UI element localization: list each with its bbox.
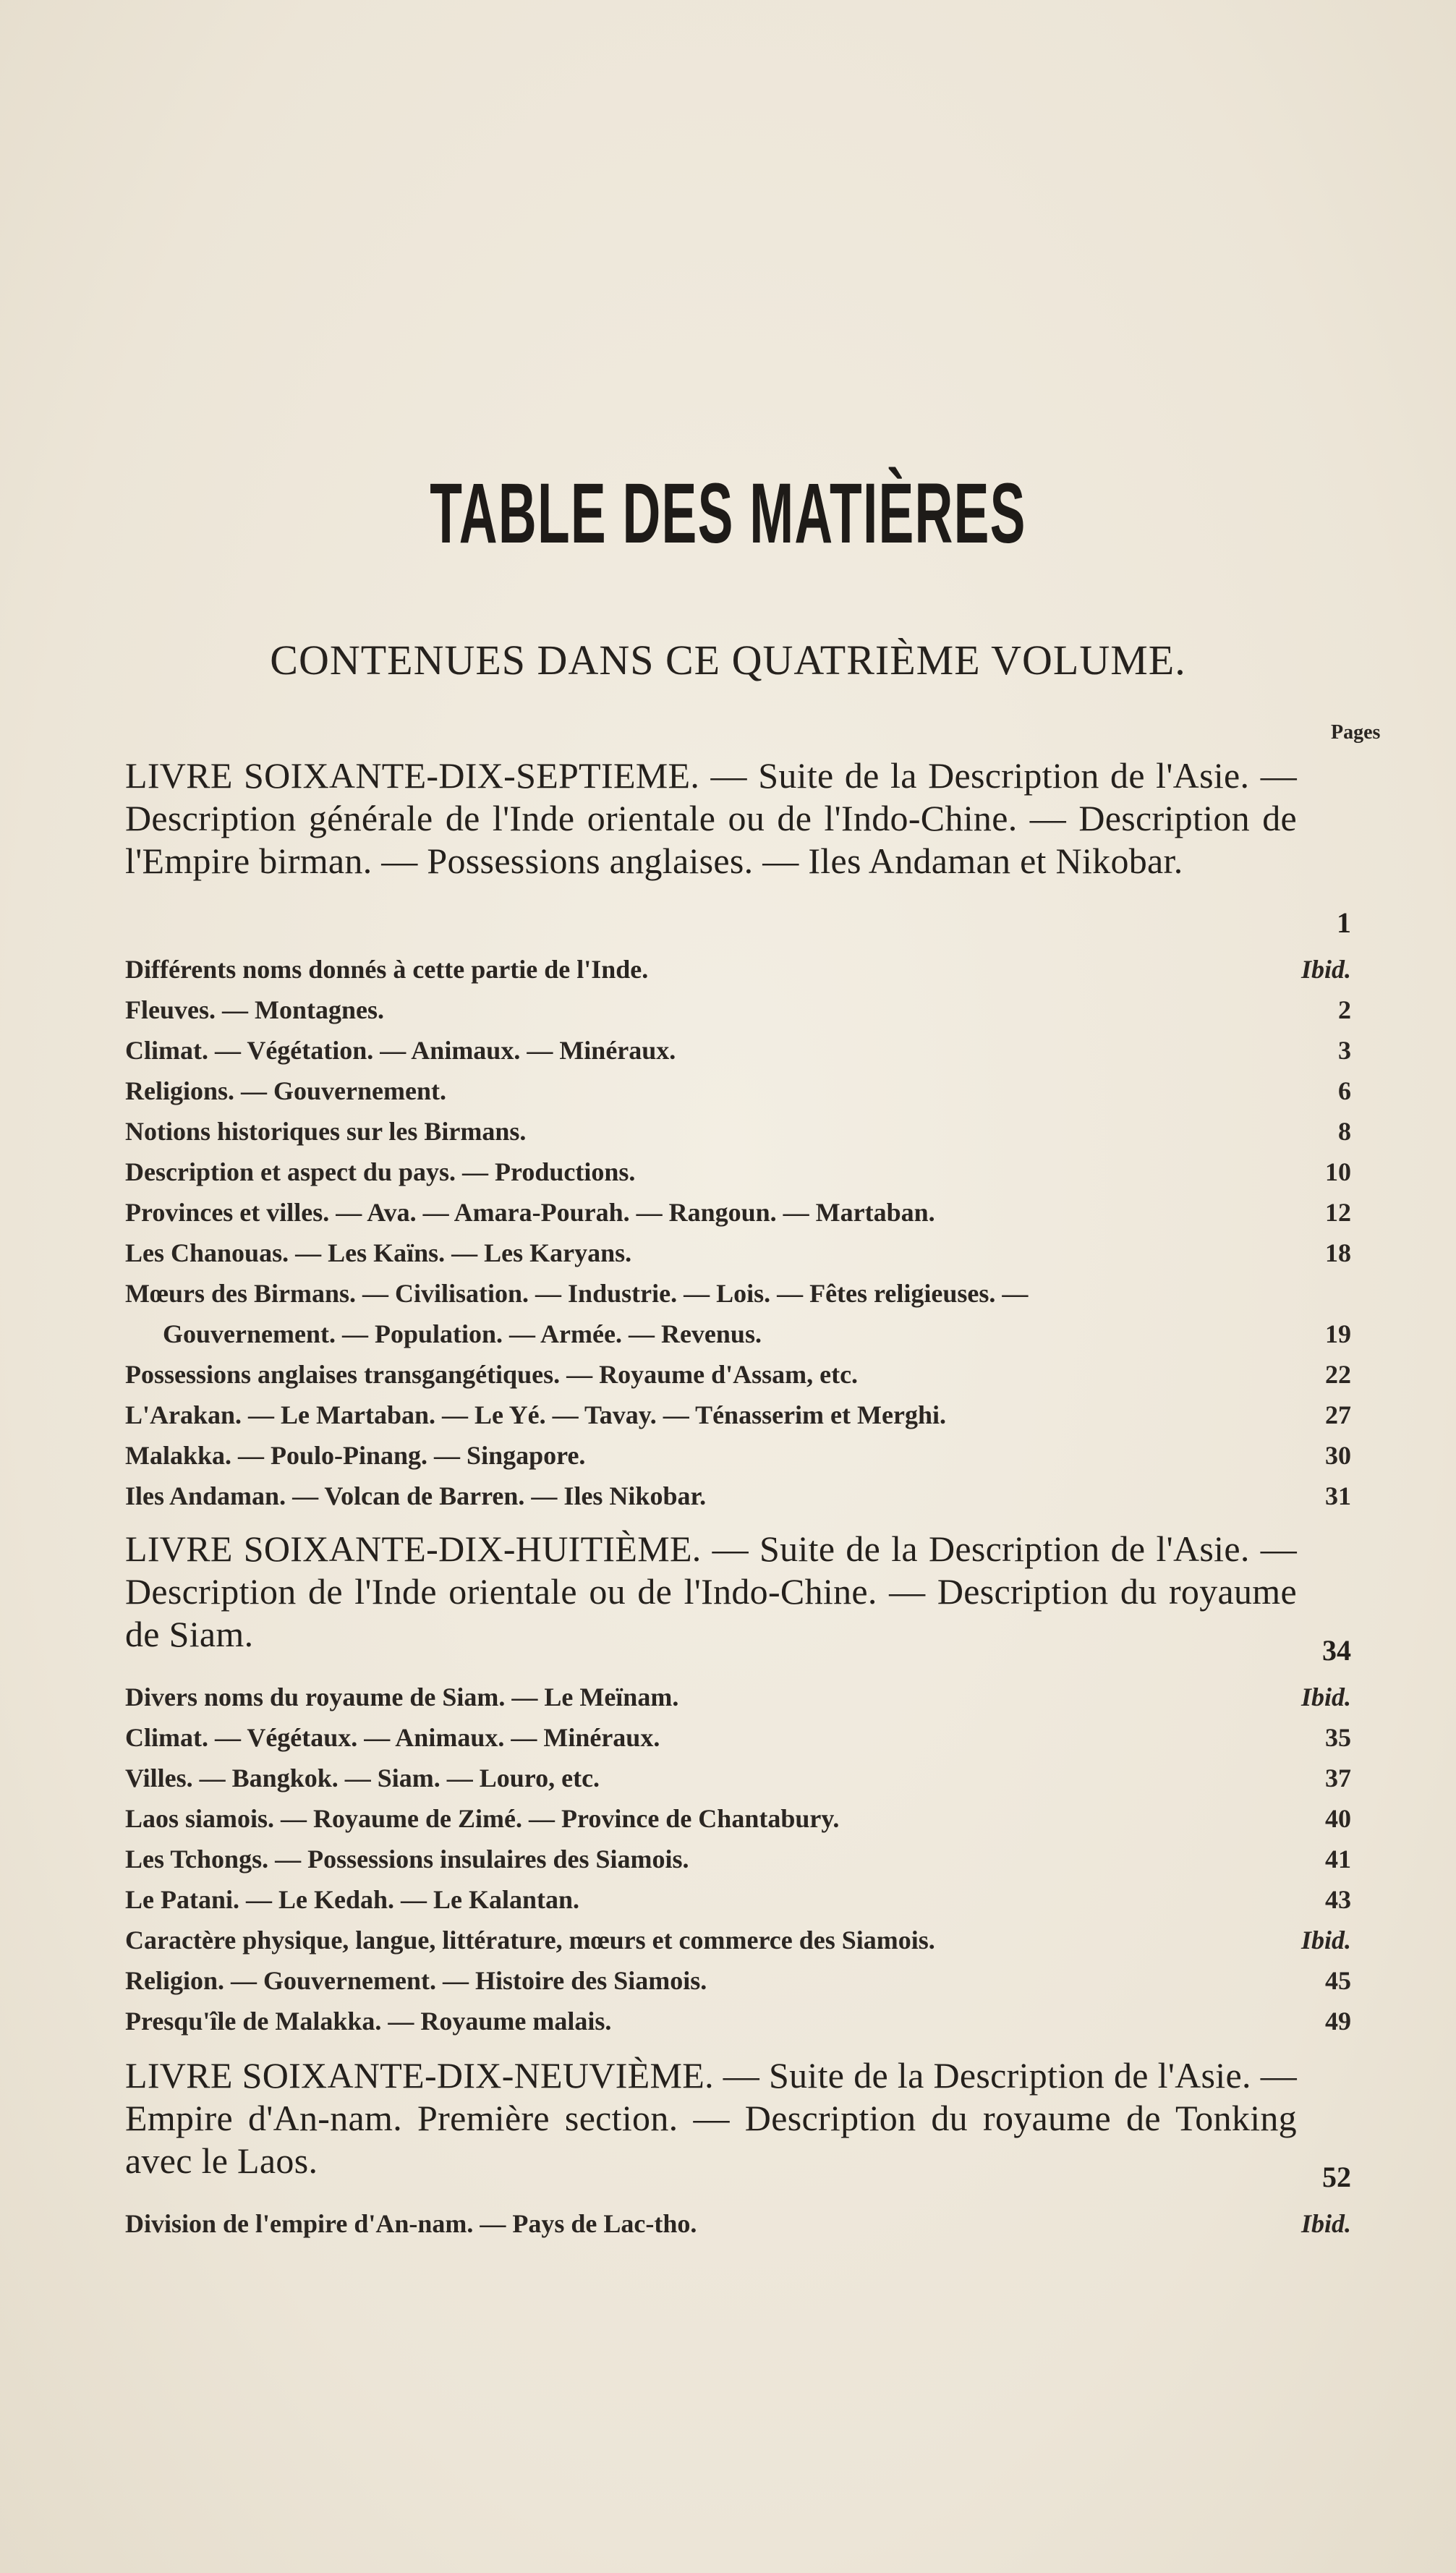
toc-entry — [125, 1717, 1351, 1758]
toc-entry-page: 43 — [1325, 1885, 1351, 1914]
toc-entry — [125, 1273, 1351, 1354]
toc-entry — [125, 1192, 1351, 1233]
book-heading — [125, 754, 1297, 883]
toc-entry — [125, 1395, 1351, 1435]
toc-entry-text: Religions. — Gouvernement. — [125, 1076, 446, 1105]
toc-entry-page: Ibid. — [1300, 1926, 1351, 1955]
toc-entry-text: Climat. — Végétation. — Animaux. — Minéraux. — [125, 1036, 676, 1065]
toc-entry-page: Ibid. — [1300, 1683, 1351, 1711]
book-heading-text: LIVRE SOIXANTE-DIX-NEUVIÈME. — Suite de la Description de l'Asie. — Empire d'An-nam. Première section. — Description du royaume de Tonking avec le Laos. — [125, 2055, 1297, 2181]
toc-entry — [125, 2203, 1351, 2244]
toc-entry — [125, 990, 1351, 1030]
toc-entry-page: 49 — [1325, 2007, 1351, 2036]
toc-entry-page: 22 — [1325, 1360, 1351, 1389]
page-subtitle: CONTENUES DANS CE QUATRIÈME VOLUME. — [270, 637, 1186, 684]
toc-entry-text: Caractère physique, langue, littérature, mœurs et commerce des Siamois. — [125, 1926, 935, 1955]
toc-entry — [125, 1677, 1351, 1717]
book-heading-text: LIVRE SOIXANTE-DIX-HUITIÈME. — Suite de la Description de l'Asie. — Description de l'Inde orientale ou de l'Indo-Chine. — Description du royaume de Siam. — [125, 1528, 1297, 1654]
toc-entry-text: Description et aspect du pays. — Productions. — [125, 1157, 636, 1186]
toc-entry-text: Le Patani. — Le Kedah. — Le Kalantan. — [125, 1885, 580, 1914]
toc-entry-text: Les Tchongs. — Possessions insulaires des Siamois. — [125, 1845, 689, 1874]
toc-entry-page: 6 — [1338, 1076, 1351, 1105]
toc-entry — [125, 1960, 1351, 2001]
toc-entry-page: 12 — [1325, 1198, 1351, 1227]
toc-entry-text: Mœurs des Birmans. — Civilisation. — Industrie. — Lois. — Fêtes religieuses. — — [125, 1279, 1029, 1308]
toc-entry-page: 2 — [1338, 995, 1351, 1024]
toc-entry — [125, 1758, 1351, 1798]
toc-entry-text: Possessions anglaises transgangétiques. — Royaume d'Assam, etc. — [125, 1360, 859, 1389]
book-page-number: 1 — [1337, 906, 1351, 939]
toc-entry-page: 3 — [1338, 1036, 1351, 1065]
toc-entry — [125, 1879, 1351, 1920]
toc-entry-text: Divers noms du royaume de Siam. — Le Meïnam. — [125, 1683, 679, 1711]
toc-entry-page: 27 — [1325, 1400, 1351, 1429]
toc-entry — [125, 1476, 1351, 1516]
pages-column-label: Pages — [1331, 721, 1381, 744]
toc-entry-page: 18 — [1325, 1238, 1351, 1267]
toc-entry — [125, 1798, 1351, 1839]
toc-entry — [125, 949, 1351, 990]
toc-entry-page: Ibid. — [1300, 2209, 1351, 2238]
book-heading — [125, 1528, 1297, 1656]
toc-entry — [125, 1071, 1351, 1111]
toc-entry-text: Presqu'île de Malakka. — Royaume malais. — [125, 2007, 612, 2036]
toc-entry-page: 35 — [1325, 1723, 1351, 1752]
toc-entry-text: Les Chanouas. — Les Kaïns. — Les Karyans. — [125, 1238, 632, 1267]
toc-entry-page: 41 — [1325, 1845, 1351, 1874]
toc-entry-text: Villes. — Bangkok. — Siam. — Louro, etc. — [125, 1764, 600, 1792]
toc-entry-page: 19 — [1325, 1319, 1351, 1348]
toc-entry — [125, 2001, 1351, 2041]
toc-entry-text: Climat. — Végétaux. — Animaux. — Minéraux. — [125, 1723, 660, 1752]
toc-entry-text: Division de l'empire d'An-nam. — Pays de Lac-tho. — [125, 2209, 697, 2238]
toc-entry — [125, 1111, 1351, 1152]
book-heading — [125, 2054, 1297, 2182]
book-heading-text: LIVRE SOIXANTE-DIX-SEPTIEME. — Suite de la Description de l'Asie. — Description générale de l'Inde orientale ou de l'Indo-Chine. — Description de l'Empire birman. — Possessions anglaises. — Iles Andaman et Nikobar. — [125, 755, 1297, 881]
toc-entry-page: 45 — [1325, 1966, 1351, 1995]
toc-entry — [125, 1152, 1351, 1192]
toc-entry-page: 31 — [1325, 1481, 1351, 1510]
toc-entry-text: Malakka. — Poulo-Pinang. — Singapore. — [125, 1441, 586, 1470]
toc-entry — [125, 1233, 1351, 1273]
toc-entry — [125, 1354, 1351, 1395]
toc-entry-page: 10 — [1325, 1157, 1351, 1186]
toc-entry-page: Ibid. — [1300, 955, 1351, 984]
toc-entry-page: 40 — [1325, 1804, 1351, 1833]
page-title: TABLE DES MATIÈRES — [430, 466, 1026, 561]
toc-entry-text: Notions historiques sur les Birmans. — [125, 1117, 527, 1146]
toc-entry-page: 37 — [1325, 1764, 1351, 1792]
toc-entry-text: L'Arakan. — Le Martaban. — Le Yé. — Tavay. — Ténasserim et Merghi. — [125, 1400, 946, 1429]
toc-entry — [125, 1030, 1351, 1071]
toc-entry — [125, 1839, 1351, 1879]
toc-entry-text: Provinces et villes. — Ava. — Amara-Pourah. — Rangoun. — Martaban. — [125, 1198, 935, 1227]
toc-entry-text: Religion. — Gouvernement. — Histoire des Siamois. — [125, 1966, 707, 1995]
toc-entry-text: Iles Andaman. — Volcan de Barren. — Iles Nikobar. — [125, 1481, 707, 1510]
toc-entry-text: Laos siamois. — Royaume de Zimé. — Province de Chantabury. — [125, 1804, 840, 1833]
toc-entry-text-continued: Gouvernement. — Population. — Armée. — Revenus. — [163, 1319, 762, 1348]
toc-entry — [125, 1920, 1351, 1960]
toc-entry-page: 30 — [1325, 1441, 1351, 1470]
book-page-number: 52 — [1322, 2161, 1351, 2193]
toc-entry-text: Différents noms donnés à cette partie de l'Inde. — [125, 955, 649, 984]
book-page-number: 34 — [1322, 1634, 1351, 1667]
toc-entry-page: 8 — [1338, 1117, 1351, 1146]
toc-entry — [125, 1435, 1351, 1476]
toc-entry-text: Fleuves. — Montagnes. — [125, 995, 384, 1024]
